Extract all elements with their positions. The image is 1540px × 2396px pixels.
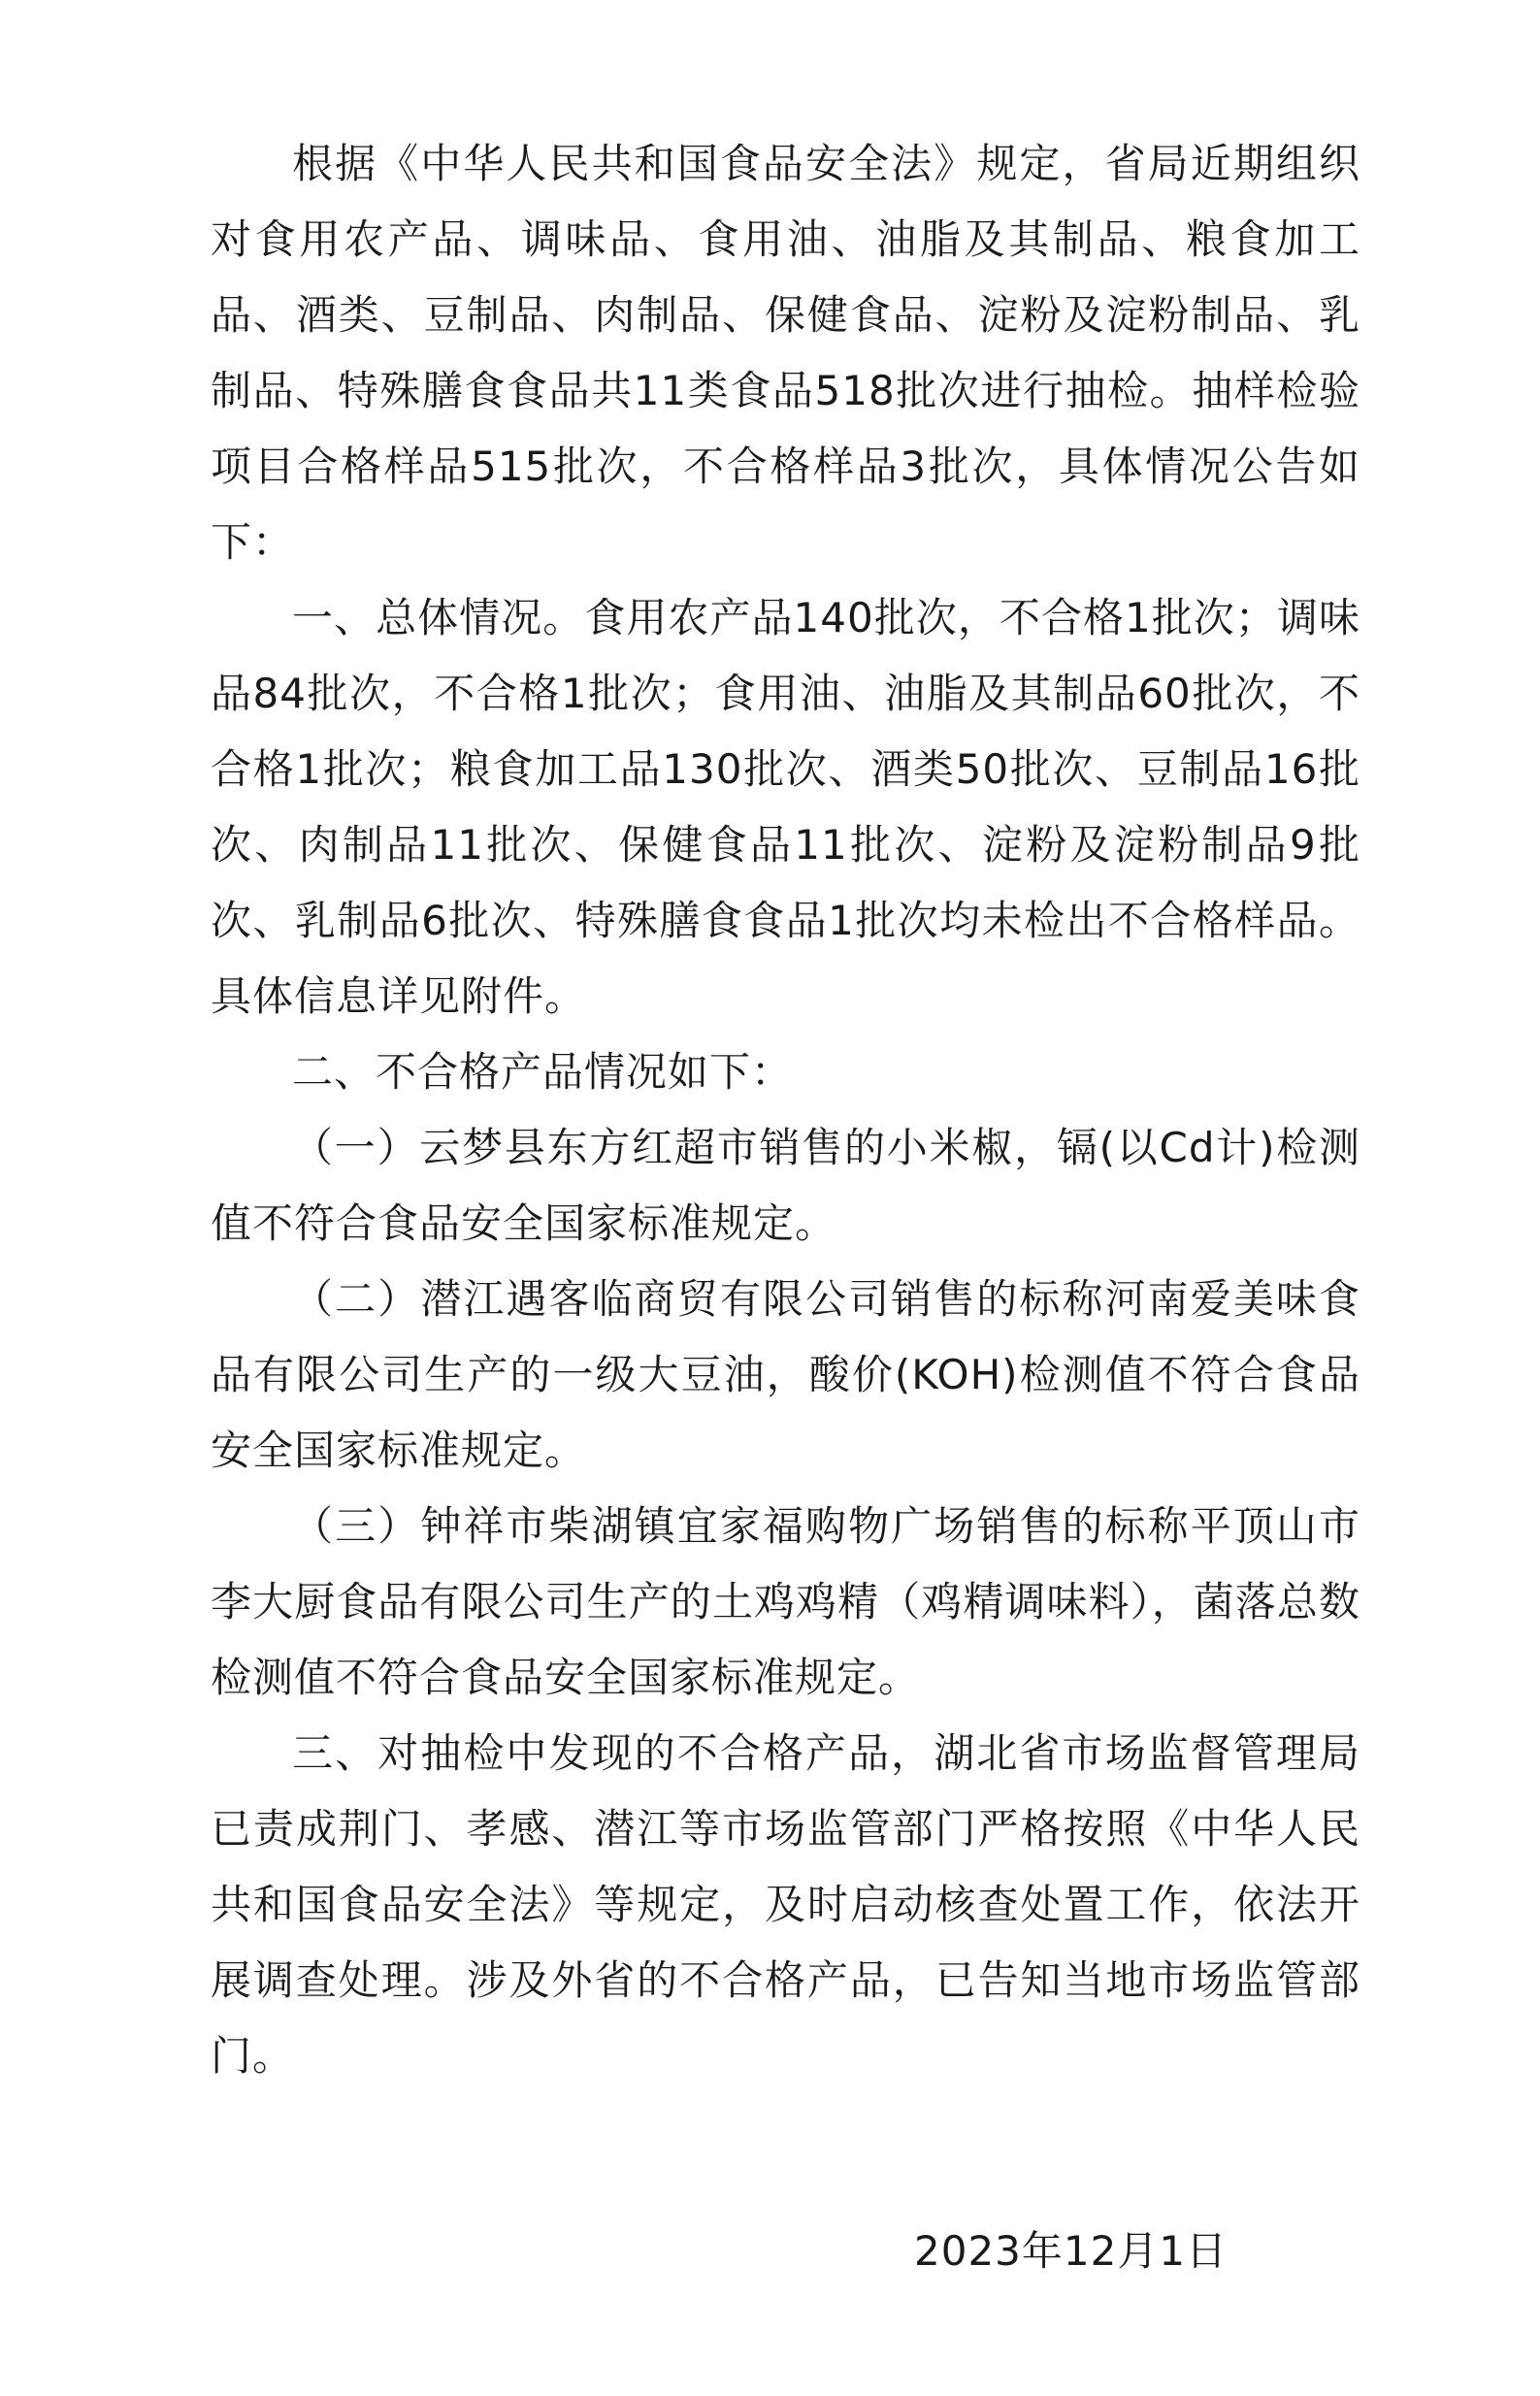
unqualified-item-1: （一）云梦县东方红超市销售的小米椒，镉(以Cd计)检测值不符合食品安全国家标准规定。 xyxy=(211,1124,1360,1247)
unqualified-heading: 二、不合格产品情况如下： xyxy=(292,1048,794,1096)
document-body xyxy=(211,126,1360,2094)
unqualified-item-3: （三）钟祥市柴湖镇宜家福购物广场销售的标称平顶山市李大厨食品有限公司生产的土鸡鸡精（鸡精调味料），菌落总数检测值不符合食品安全国家标准规定。 xyxy=(211,1502,1360,1701)
document-date: 2023年12月1日 xyxy=(914,2227,1229,2275)
unqualified-item-2: （二）潜江遇客临商贸有限公司销售的标称河南爱美味食品有限公司生产的一级大豆油，酸价(KOH)检测值不符合食品安全国家标准规定。 xyxy=(211,1275,1360,1474)
intro-paragraph: 根据《中华人民共和国食品安全法》规定，省局近期组织对食用农产品、调味品、食用油、油脂及其制品、粮食加工品、酒类、豆制品、肉制品、保健食品、淀粉及淀粉制品、乳制品、特殊膳食食品共11类食品518批次进行抽检。抽样检验项目合格样品515批次，不合格样品3批次，具体情况公告如下： xyxy=(211,140,1360,566)
handling-paragraph: 三、对抽检中发现的不合格产品，湖北省市场监督管理局已责成荆门、孝感、潜江等市场监管部门严格按照《中华人民共和国食品安全法》等规定，及时启动核查处置工作，依法开展调查处理。涉及外省的不合格产品，已告知当地市场监管部门。 xyxy=(211,1729,1360,2080)
overview-paragraph: 一、总体情况。食用农产品140批次，不合格1批次；调味品84批次，不合格1批次；食用油、油脂及其制品60批次，不合格1批次；粮食加工品130批次、酒类50批次、豆制品16批次、肉制品11批次、保健食品11批次、淀粉及淀粉制品9批次、乳制品6批次、特殊膳食食品1批次均未检出不合格样品。具体信息详见附件。 xyxy=(211,594,1360,1020)
